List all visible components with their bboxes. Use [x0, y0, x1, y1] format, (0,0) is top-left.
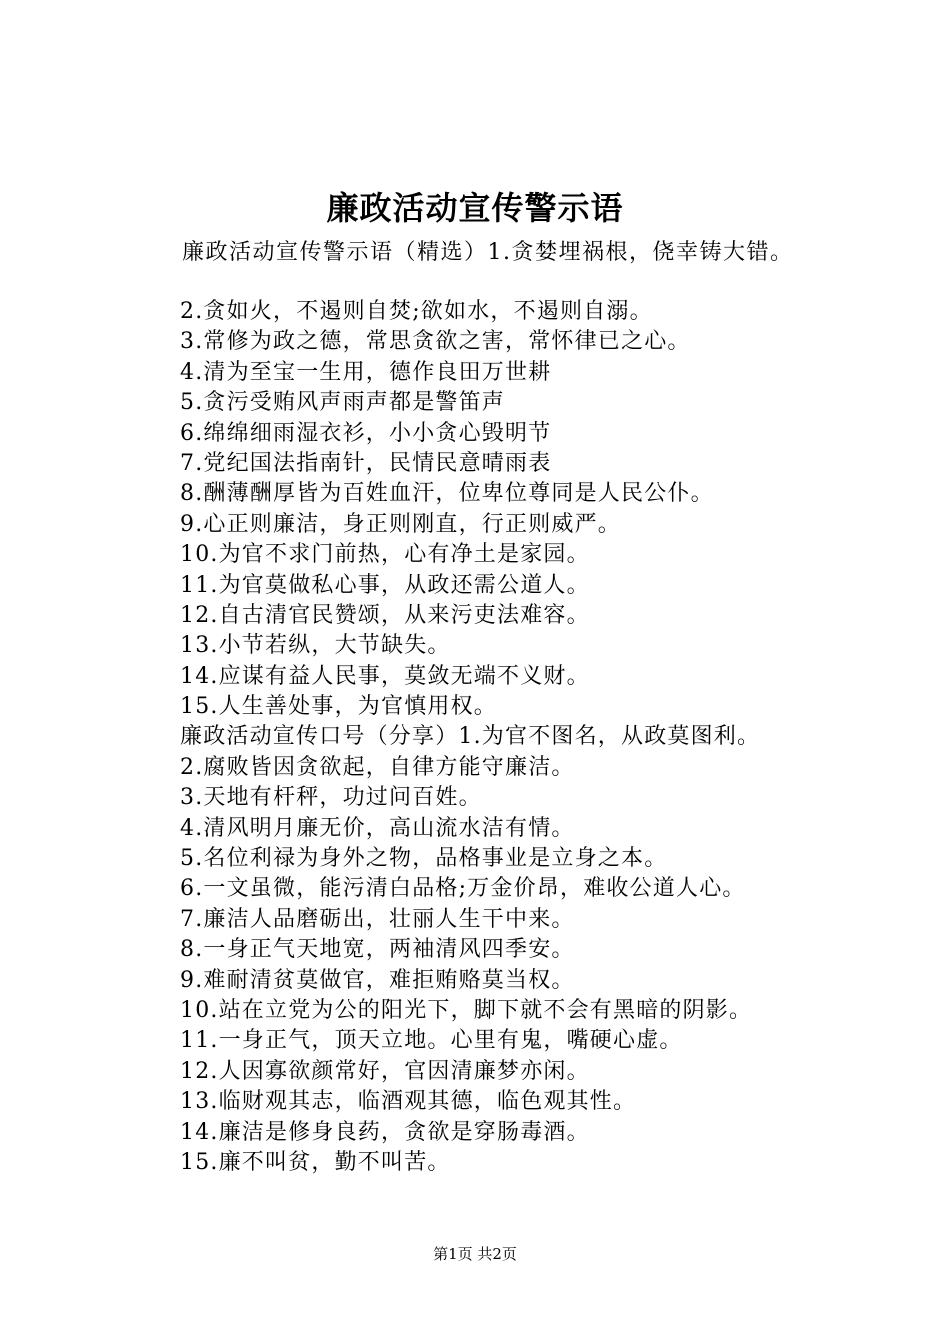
slogan-line: 3.常修为政之德，常思贪欲之害，常怀律已之心。 [180, 329, 691, 355]
slogan-line: 3.天地有杆秤，功过问百姓。 [180, 785, 482, 811]
slogan-line: 14.廉洁是修身良药，贪欲是穿肠毒酒。 [180, 1119, 590, 1145]
slogan-line: 4.清风明月廉无价，高山流水洁有情。 [180, 815, 575, 841]
slogan-line: 4.清为至宝一生用，德作良田万世耕 [180, 359, 552, 385]
slogan-line: 13.临财观其志，临酒观其德，临色观其性。 [180, 1089, 637, 1115]
slogan-line: 11.为官莫做私心事，从政还需公道人。 [180, 572, 590, 598]
slogan-line: 5.贪污受贿风声雨声都是警笛声 [180, 390, 505, 416]
slogan-line: 15.人生善处事，为官慎用权。 [180, 694, 497, 720]
slogan-line: 10.为官不求门前热，心有净土是家园。 [180, 542, 590, 568]
slogan-line: 5.名位利禄为身外之物，品格事业是立身之本。 [180, 846, 668, 872]
slogan-line: 11.一身正气，顶天立地。心里有鬼，嘴硬心虚。 [180, 1028, 683, 1054]
section-heading-line: 廉政活动宣传口号（分享）1.为官不图名，从政莫图利。 [180, 724, 761, 750]
slogan-line: 9.心正则廉洁，身正则刚直，行正则威严。 [180, 511, 621, 537]
slogan-list [180, 297, 940, 1178]
document-title: 廉政活动宣传警示语 [326, 189, 624, 227]
intro-line: 廉政活动宣传警示语（精选）1.贪婪埋祸根，侥幸铸大错。 [182, 240, 794, 265]
slogan-line: 8.一身正气天地宽，两袖清风四季安。 [180, 937, 575, 963]
slogan-line: 12.自古清官民赞颂，从来污吏法难容。 [180, 602, 590, 628]
slogan-line: 2.贪如火，不遏则自焚;欲如水，不遏则自溺。 [180, 299, 653, 324]
slogan-line: 6.一文虽微，能污清白品格;万金价昂，难收公道人心。 [180, 876, 746, 902]
page-footer: 第1页 共2页 [433, 1245, 517, 1263]
slogan-line: 10.站在立党为公的阳光下，脚下就不会有黑暗的阴影。 [180, 997, 753, 1023]
slogan-line: 15.廉不叫贫，勤不叫苦。 [180, 1149, 451, 1175]
slogan-line: 7.党纪国法指南针，民情民意晴雨表 [180, 450, 552, 476]
slogan-line: 8.酬薄酬厚皆为百姓血汗，位卑位尊同是人民公仆。 [180, 481, 714, 507]
slogan-line: 13.小节若纵，大节缺失。 [180, 633, 451, 659]
slogan-line: 6.绵绵细雨湿衣衫，小小贪心毁明节 [180, 420, 552, 446]
slogan-line: 2.腐败皆因贪欲起，自律方能守廉洁。 [180, 754, 575, 780]
slogan-line: 12.人因寡欲颜常好，官因清廉梦亦闲。 [180, 1058, 590, 1084]
slogan-line: 9.难耐清贫莫做官，难拒贿赂莫当权。 [180, 967, 575, 993]
slogan-line: 7.廉洁人品磨砺出，壮丽人生干中来。 [180, 906, 575, 932]
slogan-line: 14.应谋有益人民事，莫敛无端不义财。 [180, 663, 590, 689]
